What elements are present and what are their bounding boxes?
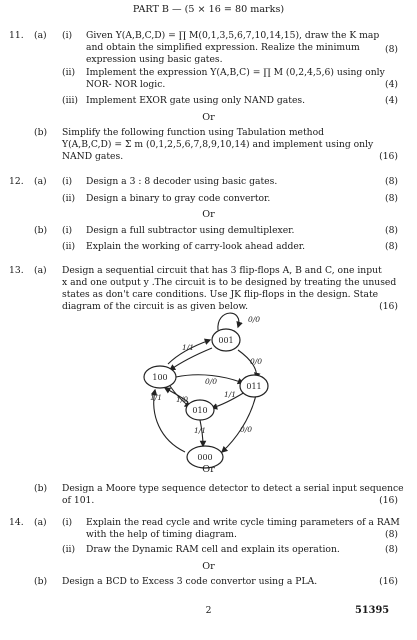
q14-number: 14.	[9, 517, 24, 528]
paper-code: 51395	[355, 605, 390, 616]
edge-label-8: 0/0	[240, 425, 253, 434]
q11-a-ii-line-2: NOR- NOR logic.	[86, 79, 166, 90]
edge-label-7: 1/1	[224, 390, 237, 399]
edge-label-5: 1/1	[150, 393, 163, 402]
q11-a-iii-marks: (4)	[384, 95, 398, 106]
q13-a-line-3: states as don't care conditions. Use JK flip-flops in the design. State	[62, 289, 379, 300]
edge-label-4: 0/0	[205, 377, 218, 386]
q11-b-line-2: Y(A,B,C,D) = Σ m (0,1,2,5,6,7,8,9,10,14) and implement using only	[62, 139, 374, 150]
q11-a-iii-text: Implement EXOR gate using only NAND gates.	[86, 95, 306, 106]
q13-a-line-2: x and one output y .The circuit is to be designed by treating the unused	[62, 277, 397, 288]
q12-b-i-label: (i)	[62, 225, 73, 236]
q13-number: 13.	[9, 265, 24, 276]
q14-b-label: (b)	[34, 576, 48, 587]
q12-a-i-marks: (8)	[384, 176, 398, 187]
q12-b-i-text: Design a full subtractor using demultiplexer.	[86, 225, 295, 236]
q12-or: Or	[202, 209, 215, 220]
q11-a-iii-label: (iii)	[62, 95, 78, 106]
q13-a-line-1: Design a sequential circuit that has 3 flip-flops A, B and C, one input	[62, 265, 382, 276]
q11-b-line-3: NAND gates.	[62, 151, 124, 162]
edge-label-1: 0/0	[248, 315, 261, 324]
q12-b-ii-label: (ii)	[62, 241, 76, 252]
edge-label-2: 0/0	[250, 357, 263, 366]
q12-a-label: (a)	[34, 176, 47, 187]
q12-b-ii-marks: (8)	[384, 241, 398, 252]
q11-a-i-label: (i)	[62, 30, 73, 41]
q13-b-line-1: Design a Moore type sequence detector to detect a serial input sequence	[62, 483, 404, 494]
q14-a-i-line-2: with the help of timing diagram.	[86, 529, 237, 540]
q12-a-i-text: Design a 3 : 8 decoder using basic gates.	[86, 176, 278, 187]
q13-a-line-4: diagram of the circuit is as given below.	[62, 301, 249, 312]
state-011-label: 011	[246, 382, 262, 391]
state-000-label: 000	[197, 453, 213, 462]
q12-a-ii-text: Design a binary to gray code convertor.	[86, 193, 271, 204]
q13-b-label: (b)	[34, 483, 48, 494]
q14-b-text: Design a BCD to Excess 3 code convertor using a PLA.	[62, 576, 318, 587]
q14-a-i-marks: (8)	[384, 529, 398, 540]
q11-b-marks: (16)	[379, 151, 398, 162]
q11-a-ii-marks: (4)	[384, 79, 398, 90]
q14-a-label: (a)	[34, 517, 47, 528]
q11-b-label: (b)	[34, 127, 48, 138]
q13-b-line-2: of 101.	[62, 495, 95, 506]
q12-a-i-label: (i)	[62, 176, 73, 187]
q12-a-ii-marks: (8)	[384, 193, 398, 204]
q12-b-i-marks: (8)	[384, 225, 398, 236]
q12-a-ii-label: (ii)	[62, 193, 76, 204]
q11-a-i-line-3: expression using basic gates.	[86, 54, 223, 65]
q11-a-ii-line-1: Implement the expression Y(A,B,C) = ∏ M (0,2,4,5,6) using only	[86, 67, 385, 78]
state-100-label: 100	[152, 373, 168, 382]
q12-number: 12.	[9, 176, 24, 187]
edge-011-to-000	[222, 395, 256, 452]
state-001-label: 001	[218, 336, 234, 345]
q12-b-ii-text: Explain the working of carry-look ahead adder.	[86, 241, 306, 252]
q11-number: 11.	[9, 30, 24, 41]
self-loop-001	[218, 313, 239, 330]
edge-label-9: 1/1	[194, 426, 207, 435]
state-010-label: 010	[192, 406, 208, 415]
q12-b-label: (b)	[34, 225, 48, 236]
page-number: 2	[205, 605, 212, 616]
q13-or: Or	[202, 464, 215, 475]
q11-a-i-marks: (8)	[384, 44, 398, 55]
q13-a-label: (a)	[34, 265, 47, 276]
q11-a-label: (a)	[34, 30, 47, 41]
q11-a-i-line-1: Given Y(A,B,C,D) = ∏ M(0,1,3,5,6,7,10,14,15), draw the K map	[86, 30, 380, 41]
q14-a-ii-label: (ii)	[62, 544, 76, 555]
q13-b-marks: (16)	[379, 495, 398, 506]
q11-or: Or	[202, 112, 215, 123]
q14-a-ii-text: Draw the Dynamic RAM cell and explain its operation.	[86, 544, 340, 555]
edge-label-6: 1/0	[176, 395, 189, 404]
q14-or: Or	[202, 561, 215, 572]
q14-a-i-label: (i)	[62, 517, 73, 528]
edge-label-3: 1/1	[182, 343, 195, 352]
q14-a-ii-marks: (8)	[384, 544, 398, 555]
q13-a-marks: (16)	[379, 301, 398, 312]
q14-b-marks: (16)	[379, 576, 398, 587]
part-b-header: PART B — (5 × 16 = 80 marks)	[132, 4, 285, 15]
q11-b-line-1: Simplify the following function using Tabulation method	[62, 127, 324, 138]
q11-a-ii-label: (ii)	[62, 67, 76, 78]
q11-a-i-line-2: and obtain the simplified expression. Realize the minimum	[86, 42, 360, 53]
q14-a-i-line-1: Explain the read cycle and write cycle timing parameters of a RAM	[86, 517, 400, 528]
